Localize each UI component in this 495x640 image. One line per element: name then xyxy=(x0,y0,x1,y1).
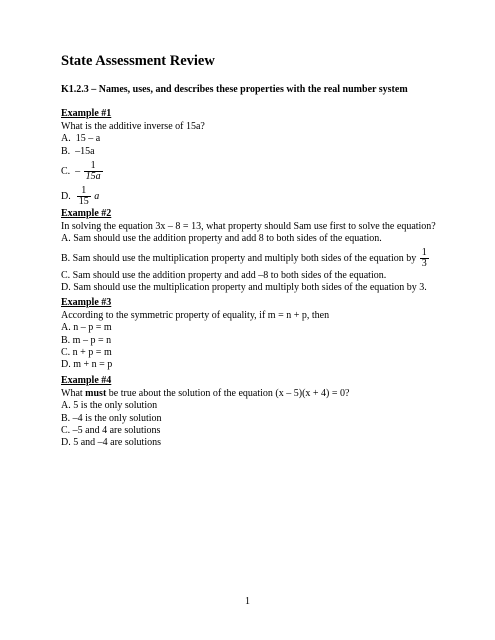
example-1-option-d xyxy=(61,186,461,206)
standard-heading: K1.2.3 – Names, uses, and describes these properties with the real number system xyxy=(61,84,408,95)
example-1-option-c xyxy=(61,161,461,181)
option-text: 15 – a xyxy=(75,133,101,145)
example-1 xyxy=(61,108,461,206)
example-3-option-c: C. n + p = m xyxy=(61,346,112,358)
example-4 xyxy=(61,375,461,449)
option-letter: B. xyxy=(61,145,71,157)
variable: a xyxy=(94,190,100,202)
option-text: B. Sam should use the multiplication property and multiply both sides of the equation by xyxy=(61,252,417,264)
denominator: 15 xyxy=(78,195,89,207)
page-number: 1 xyxy=(245,596,250,607)
option-letter: A. xyxy=(61,133,71,145)
example-4-question xyxy=(61,388,461,400)
option-text: –15a xyxy=(75,145,95,157)
question-emphasis: must xyxy=(85,388,107,400)
fraction xyxy=(420,248,429,269)
example-4-option-a: A. 5 is the only solution xyxy=(61,400,158,412)
example-1-question: What is the additive inverse of 15a? xyxy=(61,121,205,133)
example-2-option-a: A. Sam should use the addition property and add 8 to both sides of the equation. xyxy=(61,233,382,245)
example-1-heading: Example #1 xyxy=(61,108,112,119)
question-text: What xyxy=(61,388,86,400)
example-2-heading: Example #2 xyxy=(61,208,112,219)
example-1-option-b xyxy=(61,146,461,158)
denominator: 15a xyxy=(85,170,101,182)
option-letter: D. xyxy=(61,190,71,202)
example-2-option-c: C. Sam should use the addition property and add –8 to both sides of the equation. xyxy=(61,269,387,281)
numerator: 1 xyxy=(421,246,427,258)
example-3-option-a: A. n – p = m xyxy=(61,322,112,334)
fraction xyxy=(77,186,91,207)
example-4-option-d: D. 5 and –4 are solutions xyxy=(61,436,161,448)
fraction xyxy=(84,161,103,182)
numerator: 1 xyxy=(90,159,96,171)
example-4-heading: Example #4 xyxy=(61,375,112,386)
example-4-option-c: C. –5 and 4 are solutions xyxy=(61,424,161,436)
numerator: 1 xyxy=(81,184,87,196)
example-2-option-d: D. Sam should use the multiplication property and multiply both sides of the equation by 3. xyxy=(61,281,427,293)
option-letter: C. xyxy=(61,165,71,177)
example-3-question: According to the symmetric property of equality, if m = n + p, then xyxy=(61,310,330,322)
denominator: 3 xyxy=(421,257,427,269)
minus-sign: – xyxy=(75,165,81,177)
example-3-option-b: B. m – p = n xyxy=(61,334,112,346)
example-3-heading: Example #3 xyxy=(61,297,112,308)
page-title: State Assessment Review xyxy=(61,53,215,69)
question-text: be true about the solution of the equation (x – 5)(x + 4) = 0? xyxy=(106,388,350,400)
example-2 xyxy=(61,208,481,294)
example-4-option-b: B. –4 is the only solution xyxy=(61,412,162,424)
example-3-option-d: D. m + n = p xyxy=(61,358,113,370)
example-2-question: In solving the equation 3x – 8 = 13, what property should Sam use first to solve the equation? xyxy=(61,221,436,233)
example-3 xyxy=(61,297,461,371)
example-1-option-a xyxy=(61,133,461,145)
example-2-option-b xyxy=(61,248,481,268)
